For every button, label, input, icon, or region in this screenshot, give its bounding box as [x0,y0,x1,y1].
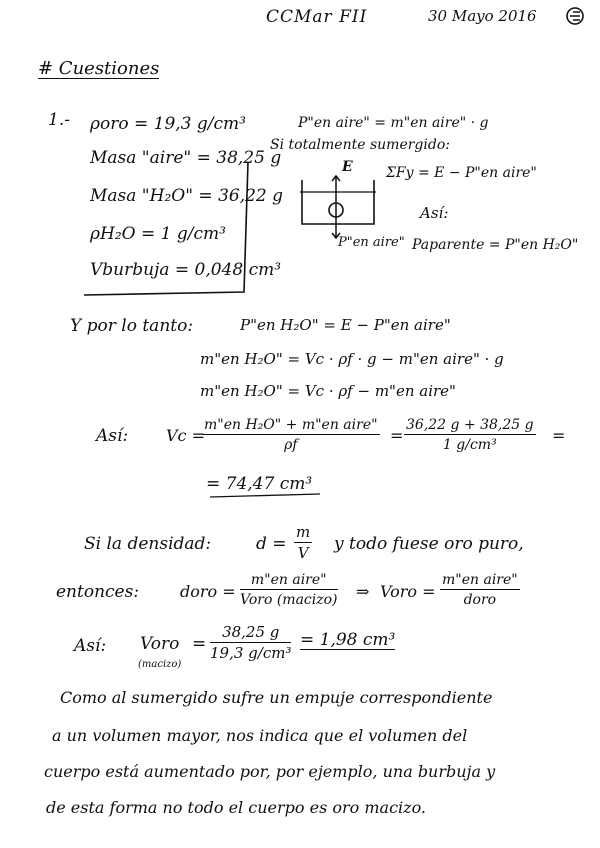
therefore-label: Y por lo tanto: [70,316,194,336]
gold-density-denominator: Voro (macizo) [240,592,338,608]
result-equals: = [192,634,207,654]
page-mark-icon [567,8,583,24]
given-bubble-volume: Vburbuja = 0,048 cm³ [90,260,282,280]
apparent-weight-equation: Paparente = P"en H₂O" [412,237,579,253]
weight-in-air-equation: P"en aire" = m"en aire" · g [298,115,489,131]
fully-submerged-note: Si totalmente sumergido: [270,137,450,153]
vc-lhs: Vc = [166,426,206,445]
buoyancy-label: E [342,159,353,175]
asi-label-3: Así: [74,636,107,656]
density-denominator: V [297,544,309,562]
force-sum-equation: ΣFy = E − P"en aire" [386,165,537,181]
vc-equals-1: = [390,426,404,445]
result-gold-volume-sub: (macizo) [138,659,182,670]
conclusion-line-2: a un volumen mayor, nos indica que el volumen del [52,726,468,745]
gold-volume-fraction [440,573,520,607]
conclusion-line-4: de esta forma no todo el cuerpo es oro macizo. [46,798,427,817]
section-title: # Cuestiones [38,58,160,79]
given-mass-air: Masa "aire" = 38,25 g [90,148,282,168]
mass-water-eq-2: m"en H₂O" = Vc · ρf − m"en aire" [200,382,456,400]
mass-water-eq-1: m"en H₂O" = Vc · ρf · g − m"en aire" · g [200,350,504,368]
asi-label-2: Así: [96,426,129,446]
gold-density-lhs: doro = [180,582,236,601]
asi-label-1: Así: [420,204,449,222]
conclusion-line-1: Como al sumergido sufre un empuje correspondiente [60,688,493,707]
then-label: entonces: [56,582,140,602]
vc-denominator-numeric: 1 g/cm³ [442,437,497,453]
result-value: = 1,98 cm³ [300,630,396,650]
gold-density-fraction [240,573,338,607]
vc-numerator: m"en H₂O" + m"en aire" [204,417,378,433]
apparent-weight-eq: P"en H₂O" = E − P"en aire" [240,316,451,334]
gold-volume-denominator: doro [463,592,497,608]
given-mass-water: Masa "H₂O" = 36,22 g [90,186,284,206]
given-gold-density: ρoro = 19,3 g/cm³ [90,114,246,134]
result-fraction [210,625,291,661]
gold-density-numerator: m"en aire" [240,573,338,590]
weight-label: P"en aire" [338,235,405,250]
result-gold-volume-lhs: Voro [140,634,180,654]
gold-volume-numerator: m"en aire" [442,572,518,588]
pure-gold-clause: y todo fuese oro puro, [334,534,524,554]
question-number: 1.- [48,110,70,130]
density-intro: Si la densidad: [84,534,212,554]
immersion-diagram [300,176,376,238]
course-label: CCMar FII [266,7,368,27]
result-numerator: 38,25 g [210,625,291,643]
date-label: 30 Mayo 2016 [428,7,537,25]
density-numerator: m [296,523,311,541]
density-fraction [294,525,312,561]
implies-arrow: ⇒ [356,582,370,601]
given-water-density: ρH₂O = 1 g/cm³ [90,224,226,244]
vc-fraction-numeric [404,418,536,452]
vc-result: = 74,47 cm³ [206,474,313,494]
vc-equals-2: = [552,426,566,445]
conclusion-line-3: cuerpo está aumentado por, por ejemplo, una burbuja y [44,762,496,781]
density-lhs: d = [256,534,287,554]
vc-fraction-symbolic [202,418,380,452]
vc-denominator: ρf [284,437,298,453]
result-denominator: 19,3 g/cm³ [210,644,292,662]
gold-volume-lhs: Voro = [380,582,436,601]
vc-numerator-numeric: 36,22 g + 38,25 g [406,417,534,433]
